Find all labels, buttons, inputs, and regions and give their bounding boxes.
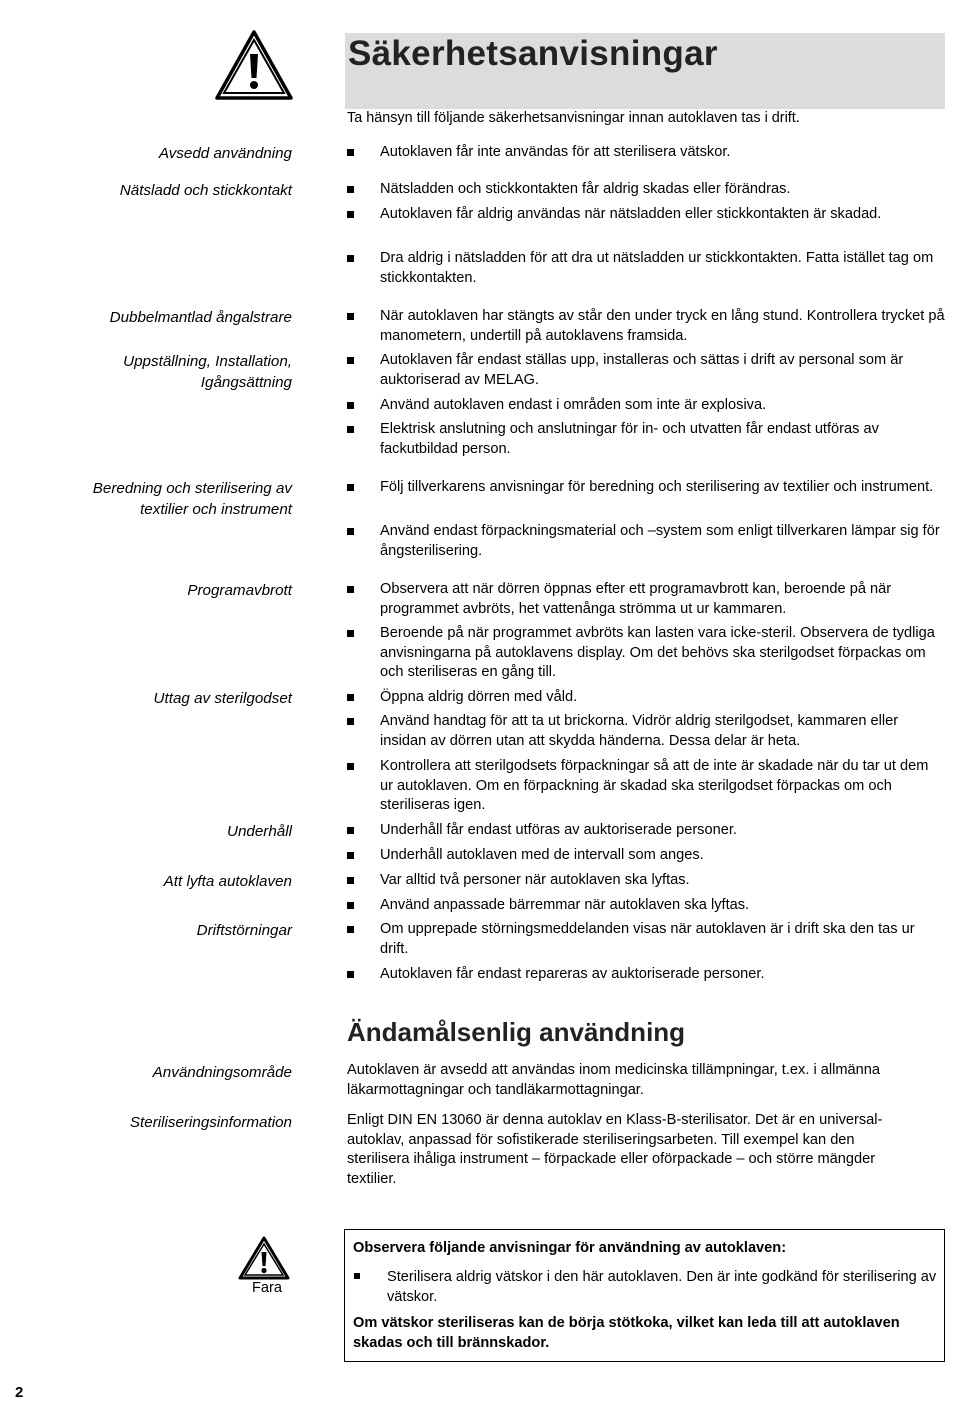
- section-label: Uttag av sterilgodset: [153, 690, 292, 707]
- warning-box: [344, 1229, 945, 1362]
- list-item: Var alltid två personer när autoklaven ska lyftas.: [380, 871, 945, 891]
- warning-heading: Observera följande anvisningar för användning av autoklaven:: [353, 1240, 787, 1256]
- section-heading: Ändamålsenlig användning: [347, 1017, 686, 1047]
- list-item: Observera att när dörren öppnas efter ett programavbrott kan, beroende på när programmet avbröts, het vattenånga strömma ut ur kammaren.: [380, 580, 945, 619]
- list-item: När autoklaven har stängts av står den under tryck en lång stund. Kontrollera trycket på manometern, undertill på autoklavens framsida.: [380, 307, 945, 346]
- list-item: Beroende på när programmet avbröts kan lasten vara icke-steril. Observera de tydliga anvisningarna på autoklavens display. Om det behövs ska sterilgodset förpackas om och steriliseras en gång till.: [380, 624, 945, 683]
- list-item: Autoklaven får aldrig användas när nätsladden eller stickkontakten är skadad.: [380, 205, 945, 225]
- list-item: Autoklaven får endast repareras av auktoriserade personer.: [380, 965, 945, 985]
- warning-item: Sterilisera aldrig vätskor i den här autoklaven. Den är inte godkänd för sterilisering av vätskor.: [387, 1268, 937, 1307]
- list-item: Kontrollera att sterilgodsets förpackningar så att de inte är skadade när du tar ut dem ur autoklaven. Om en förpackning är skadad ska sterilgodset förpackas om och steriliseras igen.: [380, 757, 945, 816]
- section-label: Nätsladd och stickkontakt: [119, 182, 292, 199]
- list-item: Använd endast förpackningsmaterial och –system som enligt tillverkaren lämpar sig för ångsterilisering.: [380, 522, 945, 561]
- section-label: Uppställning, Installation, Igångsättning: [123, 353, 292, 391]
- list-item: Följ tillverkarens anvisningar för beredning och sterilisering av textilier och instrument.: [380, 478, 945, 498]
- sterilization-label: Steriliseringsinformation: [129, 1114, 292, 1131]
- list-item: Elektrisk anslutning och anslutningar för in- och utvatten får endast utföras av fackutbildad person.: [380, 420, 945, 459]
- usage-area-label: Användningsområde: [152, 1064, 292, 1081]
- list-item: Underhåll får endast utföras av auktoriserade personer.: [380, 821, 945, 841]
- list-item: Använd anpassade bärremmar när autoklaven ska lyftas.: [380, 896, 945, 916]
- list-item: Autoklaven får endast ställas upp, installeras och sättas i drift av personal som är auktoriserad av MELAG.: [380, 351, 945, 390]
- list-item: Dra aldrig i nätsladden för att dra ut nätsladden ur stickkontakten. Fatta istället tag om stickkontakten.: [380, 249, 945, 288]
- list-item: Använd autoklaven endast i områden som inte är explosiva.: [380, 396, 945, 416]
- warning-triangle-icon: [215, 30, 293, 100]
- list-item: Öppna aldrig dörren med våld.: [380, 688, 945, 708]
- list-item: Nätsladden och stickkontakten får aldrig skadas eller förändras.: [380, 180, 945, 200]
- usage-area-text: Autoklaven är avsedd att användas inom medicinska tillämpningar, t.ex. i allmänna läkarmottagningar och tandläkarmottagningar.: [347, 1062, 880, 1098]
- danger-label: Fara: [252, 1280, 283, 1296]
- section-label: Att lyfta autoklaven: [163, 873, 292, 890]
- sterilization-text: Enligt DIN EN 13060 är denna autoklav en Klass-B-sterilisator. Det är en universal-autoklav, anpassad för sofistikerade steriliseringsarbeten. Till exempel kan den sterilisera ihåliga instrument – förpackade eller oförpackade – och större mängder textilier.: [347, 1112, 883, 1187]
- list-item: Använd handtag för att ta ut brickorna. Vidrör aldrig sterilgodset, kammaren eller insidan av dörren utan att skydda händerna. Dessa delar är heta.: [380, 712, 945, 751]
- warning-consequence: Om vätskor steriliseras kan de börja stötkoka, vilket kan leda till att autoklaven skadas och till brännskador.: [353, 1315, 900, 1351]
- list-item: Autoklaven får inte användas för att sterilisera vätskor.: [380, 143, 945, 163]
- list-item: Om upprepade störningsmeddelanden visas när autoklaven är i drift ska den tas ur drift.: [380, 920, 945, 959]
- section-label: Driftstörningar: [196, 922, 292, 939]
- section-label: Avsedd användning: [158, 145, 292, 162]
- list-item: Underhåll autoklaven med de intervall som anges.: [380, 846, 945, 866]
- title-bar: [345, 33, 945, 109]
- section-label: Beredning och sterilisering av textilier och instrument: [92, 480, 292, 518]
- page-number: 2: [15, 1384, 24, 1401]
- intro-text: Ta hänsyn till följande säkerhetsanvisningar innan autoklaven tas i drift.: [347, 110, 800, 126]
- section-label: Underhåll: [226, 823, 292, 840]
- warning-triangle-icon: [238, 1236, 290, 1280]
- section-label: Dubbelmantlad ångalstrare: [109, 309, 292, 326]
- section-label: Programavbrott: [187, 582, 292, 599]
- page-title: Säkerhetsanvisningar: [348, 34, 718, 73]
